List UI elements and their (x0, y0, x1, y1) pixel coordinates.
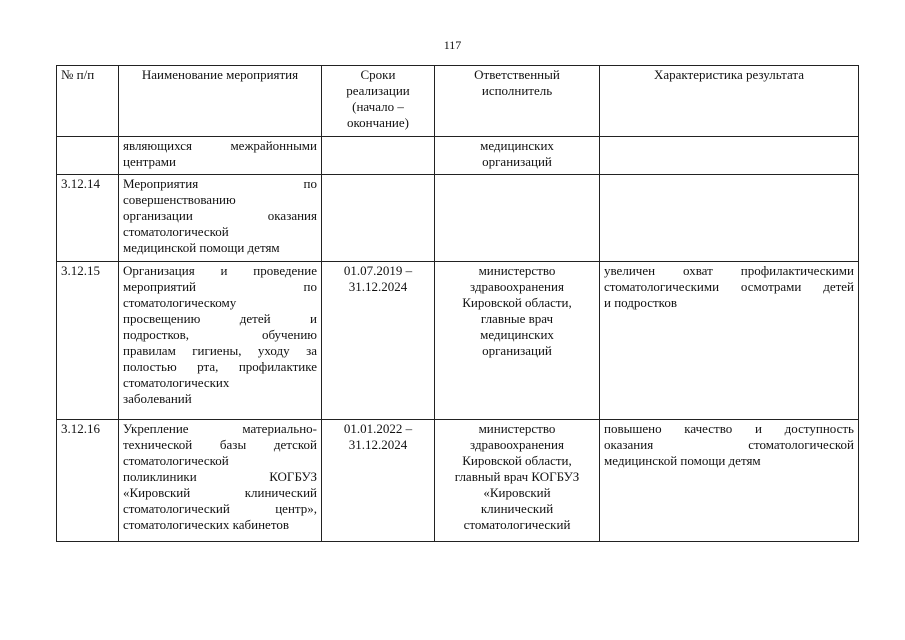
header-result: Характеристика результата (600, 66, 859, 137)
cell-line: увеличен охват профилактическими (604, 263, 854, 278)
cell-line: стоматологический (463, 517, 571, 532)
cell-line: стоматологических (123, 375, 230, 390)
cell-line: медицинской помощи детям (604, 453, 761, 468)
row-number: 3.12.16 (57, 420, 119, 542)
header-dates (322, 66, 435, 137)
cell-line: Кировской области, (462, 295, 572, 310)
row-activity-name (119, 420, 322, 542)
cell-line: 01.07.2019 – (343, 263, 413, 278)
header-number: № п/п (57, 66, 119, 137)
row-activity-name (119, 175, 322, 262)
row-result (600, 420, 859, 542)
cell-line: 01.01.2022 – (343, 421, 413, 436)
cell-line: главные врач (480, 311, 554, 326)
cell-line: реализации (346, 83, 410, 98)
cell-line: «Кировский клинический (123, 485, 317, 500)
table-row (57, 137, 859, 175)
cell-line: стоматологическому (123, 295, 237, 310)
row-result (600, 137, 859, 175)
table-header-row (57, 66, 859, 137)
cell-line: 31.12.2024 (348, 279, 408, 294)
cell-line: организации оказания (123, 208, 317, 223)
cell-line: совершенствованию (123, 192, 236, 207)
page-number: 117 (443, 38, 462, 52)
row-dates (322, 175, 435, 262)
cell-line: оказания стоматологической (604, 437, 854, 452)
row-activity-name (119, 262, 322, 420)
header-activity-name: Наименование мероприятия (119, 66, 322, 137)
activities-table (56, 65, 859, 542)
cell-line: просвещению детей и (123, 311, 317, 326)
row-executor (435, 262, 600, 420)
cell-line: стоматологических кабинетов (123, 517, 289, 532)
row-activity-name (119, 137, 322, 175)
cell-line: министерство (478, 421, 556, 436)
cell-line: стоматологическими осмотрами детей (604, 279, 854, 294)
header-executor (435, 66, 600, 137)
cell-line: технической базы детской (123, 437, 317, 452)
row-executor (435, 420, 600, 542)
table-row (57, 420, 859, 542)
cell-line: здравоохранения (470, 279, 564, 294)
cell-line: и подростков (604, 295, 677, 310)
row-dates (322, 262, 435, 420)
cell-line: стоматологической (123, 224, 229, 239)
cell-line: правилам гигиены, уходу за (123, 343, 317, 358)
cell-line: Организация и проведение (123, 263, 317, 278)
cell-line: главный врач КОГБУЗ (454, 469, 580, 484)
cell-line: подростков, обучению (123, 327, 317, 342)
cell-line: клинический (480, 501, 554, 516)
cell-line: являющихся межрайонными (123, 138, 317, 153)
cell-line: министерство (478, 263, 556, 278)
cell-line: Мероприятия по (123, 176, 317, 191)
cell-line: стоматологический центр», (123, 501, 317, 516)
cell-line: заболеваний (123, 391, 192, 406)
cell-line: «Кировский (483, 485, 551, 500)
row-executor (435, 137, 600, 175)
row-dates (322, 420, 435, 542)
cell-line: поликлиники КОГБУЗ (123, 469, 317, 484)
table-row (57, 175, 859, 262)
cell-line: медицинской помощи детям (123, 240, 280, 255)
cell-line: организаций (482, 154, 552, 169)
table-row (57, 262, 859, 420)
row-result (600, 175, 859, 262)
cell-line: полостью рта, профилактике (123, 359, 317, 374)
row-number: 3.12.14 (57, 175, 119, 262)
cell-line: организаций (482, 343, 552, 358)
cell-line: 31.12.2024 (348, 437, 408, 452)
cell-line: Кировской области, (462, 453, 572, 468)
row-number (57, 137, 119, 175)
cell-line: (начало – (352, 99, 404, 114)
cell-line: центрами (123, 154, 176, 169)
row-number: 3.12.15 (57, 262, 119, 420)
cell-line: медицинских (480, 138, 554, 153)
cell-line: Ответственный (474, 67, 560, 82)
row-executor (435, 175, 600, 262)
row-result (600, 262, 859, 420)
cell-line: Укрепление материально- (123, 421, 317, 436)
cell-line: стоматологической (123, 453, 229, 468)
cell-line: здравоохранения (470, 437, 564, 452)
cell-line: Сроки (360, 67, 396, 82)
row-dates (322, 137, 435, 175)
cell-line: повышено качество и доступность (604, 421, 854, 436)
cell-line: окончание) (347, 115, 409, 130)
cell-line: медицинских (480, 327, 554, 342)
cell-line: исполнитель (481, 83, 553, 98)
cell-line: мероприятий по (123, 279, 317, 294)
